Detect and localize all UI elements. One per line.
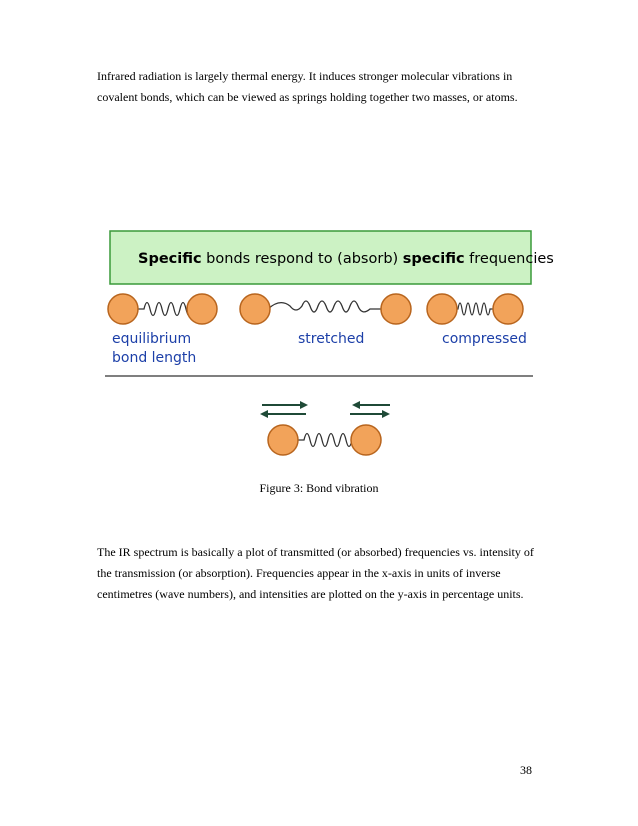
label-bond-length: bond length [112,350,197,366]
atom-left [268,425,298,455]
atom-right [351,425,381,455]
label-compressed: compressed [442,331,527,347]
atom-left [240,294,270,324]
compressed-spring [454,303,495,315]
figure-caption: Figure 3: Bond vibration [259,481,379,495]
intro-paragraph: Infrared radiation is largely thermal energy. It induces stronger molecular vibrations in covalent bonds, which can be viewed as springs holding together two masses, or atoms. [97,69,518,104]
compressed-molecule [427,294,523,324]
spectrum-paragraph: The IR spectrum is basically a plot of transmitted (or absorbed) frequencies vs. intensity of the transmission (or absorption). Frequencies appear in the x-axis in units of inverse centimetres (wave numbers), and intensities are plotted on the y-axis in percentage units. [97,545,534,601]
banner-bold-1: Specific [138,251,202,267]
stretched-molecule [240,294,411,324]
equilibrium-molecule [108,294,217,324]
vibrating-molecule [268,425,381,455]
atom-right [187,294,217,324]
page-number: 38 [520,763,532,777]
atom-right [381,294,411,324]
stretched-spring [268,301,385,312]
banner-text [138,251,554,267]
atom-left [108,294,138,324]
arrows-left [260,401,308,418]
banner-text-1: bonds respond to (absorb) [201,251,403,267]
arrows-right [350,401,390,418]
label-stretched: stretched [298,331,365,347]
label-equilibrium: equilibrium [112,331,192,347]
bond-vibration-figure [100,228,554,464]
atom-right [493,294,523,324]
banner-bold-2: specific [402,251,465,267]
banner-text-2: frequencies [464,251,554,267]
atom-left [427,294,457,324]
